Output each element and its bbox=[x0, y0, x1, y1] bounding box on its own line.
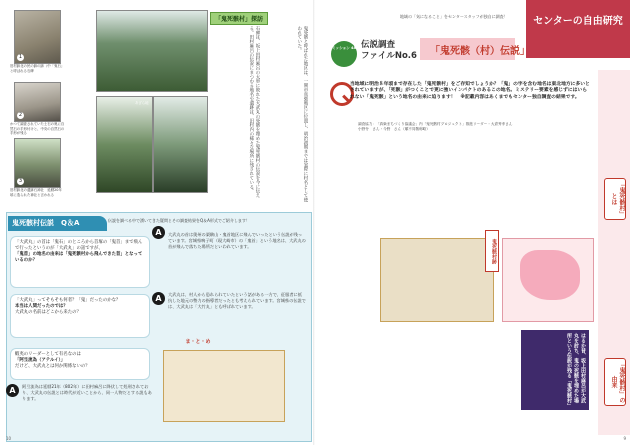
tagline: 地域の「気になること」をセンタースタッフが独自に調査！ bbox=[400, 14, 508, 19]
summary-illustration bbox=[163, 350, 285, 422]
side-heading: 「鬼死骸村」とは bbox=[604, 178, 626, 220]
highlight-box: はるか昔、坂上田村麻呂が大武丸を討ち、鬼の死骸を埋めた場所という伝説が残る「鬼死骸村」 bbox=[521, 330, 589, 410]
map-marker-label: 鬼死骸村跡 bbox=[485, 230, 499, 272]
answer-marker: A bbox=[152, 292, 165, 305]
file-title-line1: 伝説調査 bbox=[361, 40, 396, 50]
credit-line: 小野寺 さん・今野 さん（順不同敬称略） bbox=[358, 127, 430, 131]
answer-marker: A bbox=[152, 226, 165, 239]
village-area-shape bbox=[520, 250, 580, 300]
photo-caption: 旧村跡北の民の跡の跡（中「鬼石」と呼ばれる石碑 bbox=[10, 64, 65, 73]
question-text: 大武丸の名前はどこから来たの？ bbox=[15, 310, 81, 315]
qa-intro: 伝説を調べる中で湧いてきた疑問とその調査結果をQ＆A形式でご紹介します！ bbox=[108, 218, 250, 223]
photo-stone-monument bbox=[14, 10, 61, 64]
photo-rice-field bbox=[96, 10, 208, 92]
page-number: 10 bbox=[6, 436, 12, 441]
question-emphasis: 「阿弖流為（アテルイ）」 bbox=[15, 358, 66, 363]
photo-caption: かつて調査されていた土石の奥に自然石の手形付けと、中央の自然石の手形が残る bbox=[10, 122, 65, 136]
file-title-line2: ファイルNo.6 bbox=[361, 51, 417, 61]
question-box bbox=[10, 236, 150, 288]
article-title: 「鬼死骸（村）伝説」 bbox=[430, 46, 530, 57]
question-emphasis: 「鬼首」の地名の由来は「鬼死骸村から飛んできた首」となっているのか？ bbox=[15, 252, 143, 263]
question-text: 蝦夷のリーダーとして有名なのは bbox=[15, 352, 81, 357]
photo-shrine-gate bbox=[153, 96, 208, 193]
question-emphasis: 本当は人間だったのでは？ bbox=[15, 304, 68, 309]
question-box bbox=[10, 294, 150, 338]
file-title bbox=[361, 40, 417, 62]
qa-title: 鬼死骸村伝説 Q＆A bbox=[8, 216, 107, 231]
answer-text: 大武丸は、村人から恐れられていたという話がある一方で、征服者に抵抗した地元の勢力の指導者だったとも考えられています。宮城県の伝説では、大武丸は「大竹丸」とも呼ばれています。 bbox=[168, 292, 306, 309]
body-text: 鬼死骸と呼ばれた地区は、一関市真柴地区に位置し、明治初期までは実際に村名として使われていた。 bbox=[296, 26, 308, 202]
side-heading: 「鬼死骸村」の由来 bbox=[604, 358, 626, 406]
mission-badge: ミッション 48 bbox=[331, 41, 357, 67]
old-map bbox=[380, 238, 494, 322]
page-number: 9 bbox=[623, 436, 626, 441]
credit-line: 調査協力：「真柴まちづくり協議会」内「鬼死骸村プロジェクト」推進リーダー・大倉秀孝さん bbox=[358, 122, 513, 126]
question-box bbox=[10, 348, 150, 380]
photo-forest-path bbox=[96, 96, 153, 193]
answer-text: 阿弖流為は延暦21年（802年）に田村麻呂に降伏して処刑されており、大武丸の伝説とは時代が近いことから、同一人物だとする説もあります。 bbox=[22, 384, 152, 401]
photo-label: あざら地 bbox=[135, 101, 149, 105]
answer-text: 大武丸の首は奥州の栗駒山・鬼首地区に飛んでいったという伝説が残っています。宮城県鳴子町（現大崎市）の「鬼首」という地名は、大武丸の首が飛んで落ちた場所だといわれています。 bbox=[168, 232, 306, 249]
section-header: 「鬼死骸村」探訪 bbox=[210, 12, 268, 25]
photo-shrine bbox=[14, 138, 61, 188]
photo-number: 2 bbox=[18, 112, 23, 118]
photo-boulder bbox=[14, 82, 61, 122]
photo-number: 1 bbox=[18, 54, 23, 60]
summary-heading: ま・と・め bbox=[185, 339, 211, 345]
credits bbox=[358, 122, 512, 132]
intro-text: 当地域に明治８年頃まで存在した「鬼死骸村」をご存知でしょうか？「鬼」の字を含む地名は東北地方に多いとされていますが、「死骸」がつくことで更に強いインパクトのあるこの地名。ミステリー要素を感じずにはいられない「鬼死骸」という地名の由来に迫ります！ ※記載内容はあくまでもセンター独自調査の結果です。 bbox=[350, 82, 590, 100]
answer-marker: A bbox=[6, 384, 19, 397]
photo-number: 3 bbox=[18, 178, 23, 184]
question-text: だけど、大武丸とは何か関係ないの？ bbox=[15, 364, 90, 369]
question-text: 「大武丸」ってそもそも何者？「鬼」だったのかな？ bbox=[15, 298, 121, 303]
photo-caption: 旧村跡北の遺跡石神社 延暦20年頃に造られた神社と言われる bbox=[10, 188, 62, 197]
body-text: 石碑は、坂上田村麻呂の大軍に敗れた大武丸の死骸を埋めた鬼死骸村の伝説を今に伝える。田村麻呂の伝説にまつわる地名や遺跡は、旧村内の様々な場所に残されている。 bbox=[248, 26, 260, 198]
section-title: センターの自由研究 bbox=[533, 16, 623, 27]
section-title-box bbox=[526, 0, 630, 58]
question-text: 「大武丸」の首は「鬼石」のところから首塚の「鬼首」まで飛んで行ったというのが「大武丸」の話ですが、 bbox=[15, 240, 143, 251]
